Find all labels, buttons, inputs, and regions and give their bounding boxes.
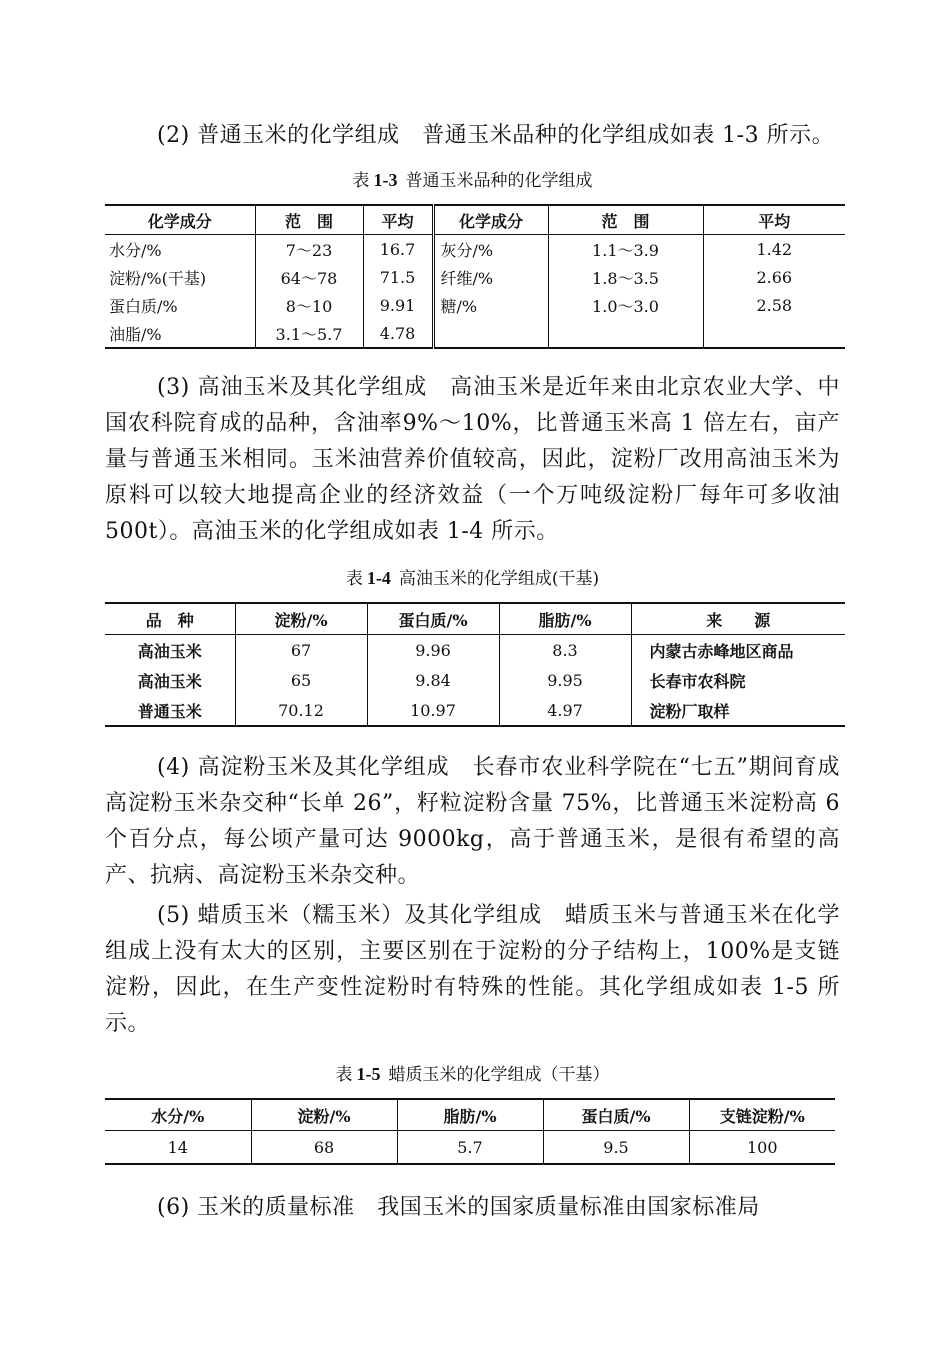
paragraph-text: 高油玉米是近年来由北京农业大学、中国农科院育成的品种，含油率9%～10%，比普通玉米高 1 倍左右，亩产量与普通玉米相同。玉米油营养价值较高，因此，淀粉厂改用高油玉米为原料可以较大地提高企业的经济效益（一个万吨级淀粉厂每年可多收油 500t）。高油玉米的化学组成如表 1-4 所示。 bbox=[105, 375, 840, 544]
paragraph-label: (3) 高油玉米及其化学组成 bbox=[157, 375, 428, 400]
table-row: 普通玉米 70.12 10.97 4.97 淀粉厂取样 bbox=[105, 695, 845, 726]
paragraph-text: 我国玉米的国家质量标准由国家标准局 bbox=[377, 1195, 760, 1220]
table-caption: 表 1-4 高油玉米的化学组成(干基) bbox=[345, 568, 600, 589]
table-row: 高油玉米 67 9.96 8.3 内蒙古赤峰地区商品 bbox=[105, 635, 845, 666]
table-header-row: 化学成分 范 围 平均 化学成分 范 围 平均 bbox=[105, 205, 845, 235]
paragraph-normal-corn bbox=[105, 118, 840, 154]
paragraph-label: (2) 普通玉米的化学组成 bbox=[157, 123, 400, 148]
paragraph-waxy-corn bbox=[105, 898, 840, 1042]
paragraph-high-starch-corn bbox=[105, 750, 840, 894]
table-waxy-corn-composition bbox=[105, 1098, 835, 1165]
paragraph-label: (4) 高淀粉玉米及其化学组成 bbox=[157, 755, 450, 780]
table-caption: 表 1-3 普通玉米品种的化学组成 bbox=[352, 170, 593, 191]
paragraph-text: 普通玉米品种的化学组成如表 1-3 所示。 bbox=[422, 123, 835, 148]
paragraph-high-oil-corn bbox=[105, 370, 840, 550]
table-caption: 表 1-5 蜡质玉米的化学组成（干基） bbox=[335, 1064, 610, 1085]
table-row: 淀粉/%(干基) 64～78 71.5 纤维/% 1.8～3.5 2.66 bbox=[105, 263, 845, 291]
table-row: 油脂/% 3.1～5.7 4.78 bbox=[105, 319, 845, 348]
paragraph-text: 长春市农业科学院在“七五”期间育成高淀粉玉米杂交种“长单 26”，籽粒淀粉含量 75%，比普通玉米淀粉高 6 个百分点，每公顷产量可达 9000kg，高于普通玉米，是很有希望的高产、抗病、高淀粉玉米杂交种。 bbox=[105, 755, 840, 888]
paragraph-quality-standard bbox=[105, 1190, 840, 1226]
table-row: 蛋白质/% 8～10 9.91 糖/% 1.0～3.0 2.58 bbox=[105, 291, 845, 319]
paragraph-text: 蜡质玉米与普通玉米在化学组成上没有太大的区别，主要区别在于淀粉的分子结构上，100%是支链淀粉，因此，在生产变性淀粉时有特殊的性能。其化学组成如表 1-5 所示。 bbox=[105, 903, 840, 1036]
table-row: 14 68 5.7 9.5 100 bbox=[105, 1131, 835, 1165]
table-row: 高油玉米 65 9.84 9.95 长春市农科院 bbox=[105, 665, 845, 695]
table-header-row: 品 种 淀粉/% 蛋白质/% 脂肪/% 来 源 bbox=[105, 603, 845, 635]
table-row: 水分/% 7～23 16.7 灰分/% 1.1～3.9 1.42 bbox=[105, 235, 845, 264]
table-header-row: 水分/% 淀粉/% 脂肪/% 蛋白质/% 支链淀粉/% bbox=[105, 1099, 835, 1131]
table-normal-corn-composition bbox=[105, 204, 845, 349]
paragraph-label: (6) 玉米的质量标准 bbox=[157, 1195, 355, 1220]
table-high-oil-corn-composition bbox=[105, 602, 845, 727]
paragraph-label: (5) 蜡质玉米（糯玉米）及其化学组成 bbox=[157, 903, 542, 928]
